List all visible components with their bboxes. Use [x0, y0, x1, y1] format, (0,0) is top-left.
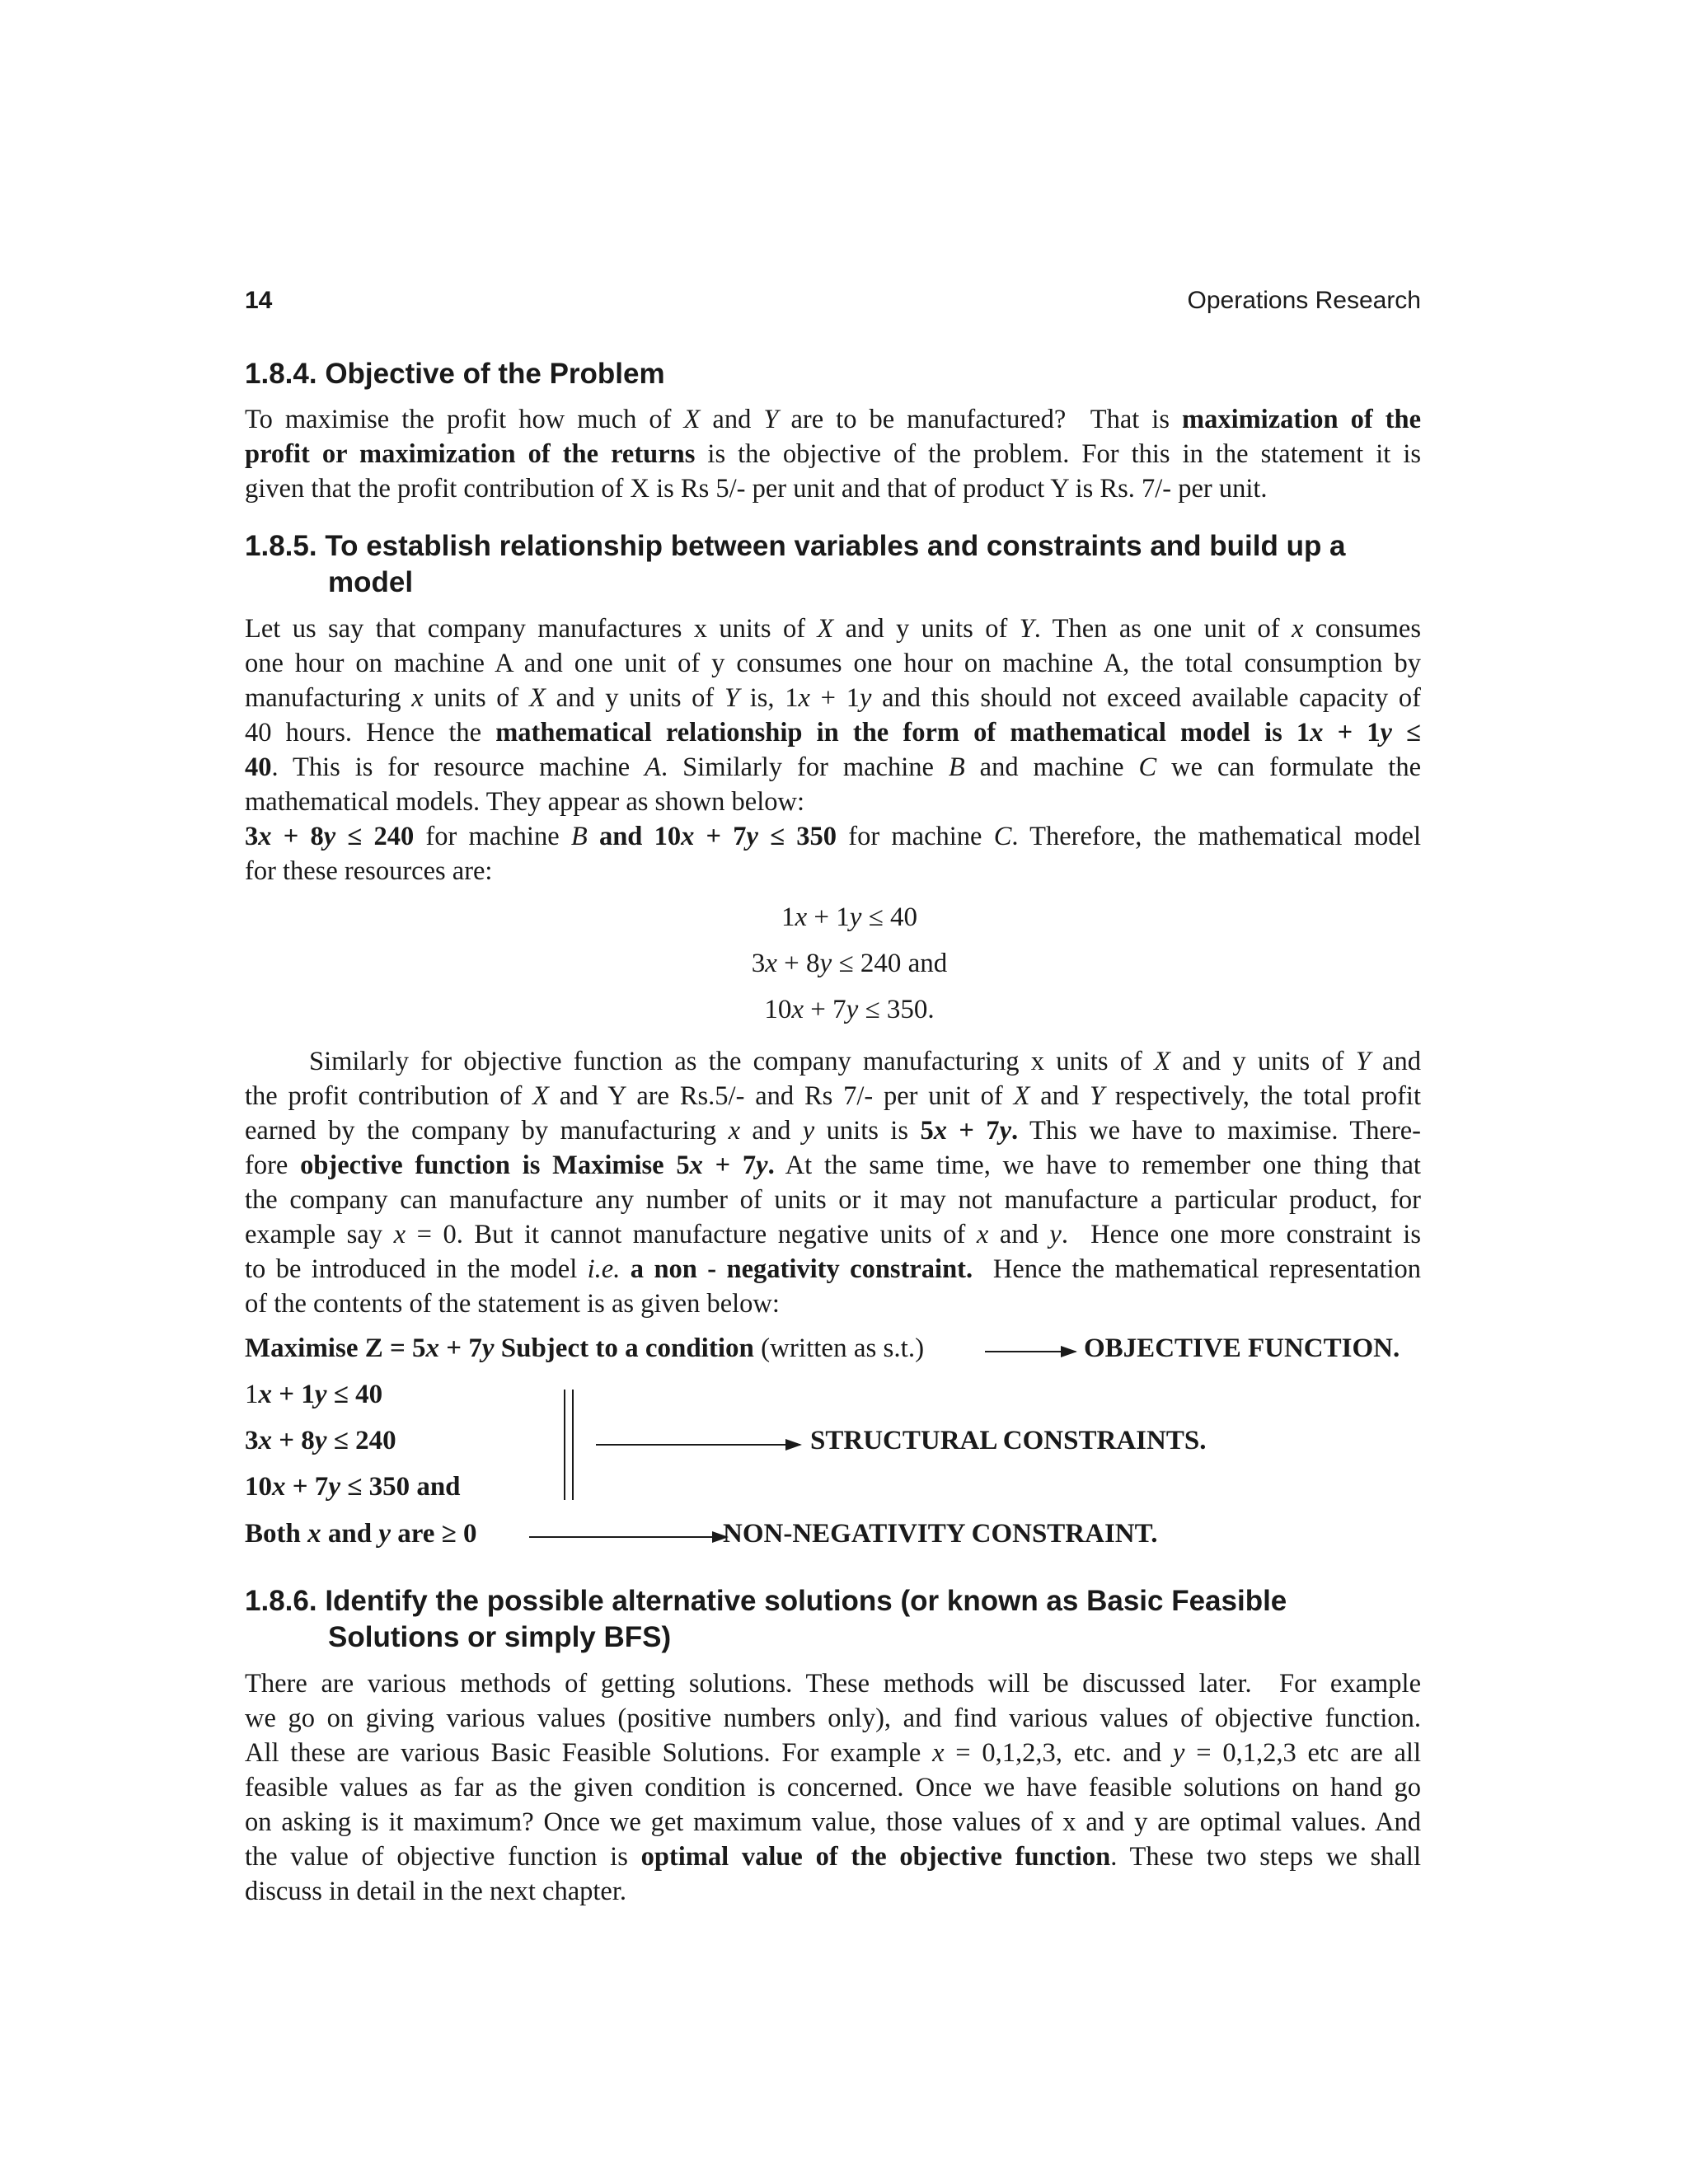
constraint-1: 1x + 1y ≤ 40 [245, 1380, 383, 1409]
page-number: 14 [245, 287, 273, 314]
arrow-right-icon [596, 1444, 800, 1446]
non-negativity-label: NON-NEGATIVITY CONSTRAINT. [723, 1519, 1158, 1549]
lp-model [245, 1333, 1421, 1564]
section-number: 1.8.5. [245, 530, 317, 562]
section-number: 1.8.6. [245, 1585, 317, 1617]
equation-1: 1x + 1y ≤ 40 [781, 902, 918, 932]
section-title-continued: Solutions or simply BFS) [328, 1621, 672, 1653]
paragraph-bfs: There are various methods of getting solutions. These methods will be discussed later. For example we go on giving various values (positive numbers only), and find various values of objective function. All these are various Basic Feasible Solutions. For example x = 0,1,2,3, etc. and y = 0,1,2,3 etc are all feasible values as far as the given condition is concerned. Once we have feasible solutions on hand go on asking is it maximum? Once we get maximum value, those values of x and y are optimal values. And the value of objective function is optimal value of the objective function. These two steps we shall discuss in detail in the next chapter. [245, 1669, 1421, 1906]
section-heading-1-8-5 [245, 528, 1421, 601]
section-heading-1-8-4 [245, 356, 1421, 392]
section-title-continued: model [328, 566, 414, 598]
objective-row: Maximise Z = 5x + 7y Subject to a condition (written as s.t.) [245, 1333, 925, 1363]
section-heading-1-8-6 [245, 1583, 1421, 1656]
section-number: 1.8.4. [245, 358, 317, 390]
arrow-right-icon [985, 1351, 1076, 1352]
structural-constraints-label: STRUCTURAL CONSTRAINTS. [810, 1426, 1207, 1455]
running-title: Operations Research [1187, 287, 1421, 314]
bracket-bar-left [564, 1390, 565, 1500]
running-header [245, 287, 1421, 320]
non-negativity-row: Both x and y are ≥ 0 [245, 1519, 477, 1549]
constraint-2: 3x + 8y ≤ 240 [245, 1426, 396, 1455]
arrow-right-icon [529, 1536, 727, 1538]
section-title: To establish relationship between variables and constraints and build up a [325, 530, 1346, 562]
paragraph-objective: To maximise the profit how much of X and Y are to be manufactured? That is maximization of the profit or maximization of the returns is the objective of the problem. For this in the statement it is given that the profit contribution of X is Rs 5/- per unit and that of product Y is Rs. 7/- per unit. [245, 405, 1422, 504]
equation-3: 10x + 7y ≤ 350. [764, 995, 935, 1024]
section-title: Identify the possible alternative solutions (or known as Basic Feasible [325, 1585, 1287, 1617]
equation-2: 3x + 8y ≤ 240 and [751, 949, 948, 978]
paragraph-relationship: Let us say that company manufactures x units of X and y units of Y. Then as one unit of x consumes one hour on machine A and one unit of y consumes one hour on machine A, the total consumption by manufacturing x units of X and y units of Y is, 1x + 1y and this should not exceed available capacity of 40 hours. Hence the mathematical relationship in the form of mathematical model is 1x + 1y ≤ 40. This is for resource machine A. Similarly for machine B and machine C we can formulate the mathematical models. They appear as shown below: 3x + 8y ≤ 240 for machine B and 10x + 7y ≤ 350 for machine C. Therefore, the mathematical model for these resources are: [245, 614, 1422, 886]
constraint-3: 10x + 7y ≤ 350 and [245, 1472, 461, 1502]
paragraph-objective-function: Similarly for objective function as the company manufacturing x units of X and y units of Y and the profit contribution of X and Y are Rs.5/- and Rs 7/- per unit of X and Y respectively, the total profit earned by the company by manufacturing x and y units is 5x + 7y. This we have to maximise. There- fore objective function is Maximise 5x + 7y. At the same time, we have to remember one thing that the company can manufacture any number of units or it may not manufacture a particular product, for example say x = 0. But it cannot manufacture negative units of x and y. Hence one more constraint is to be introduced in the model i.e. a non - negativity constraint. Hence the mathematical representation of the contents of the statement is as given below: [245, 1047, 1422, 1319]
objective-function-label: OBJECTIVE FUNCTION. [1084, 1333, 1400, 1363]
section-title: Objective of the Problem [325, 358, 665, 390]
bracket-bar-right [572, 1390, 574, 1500]
